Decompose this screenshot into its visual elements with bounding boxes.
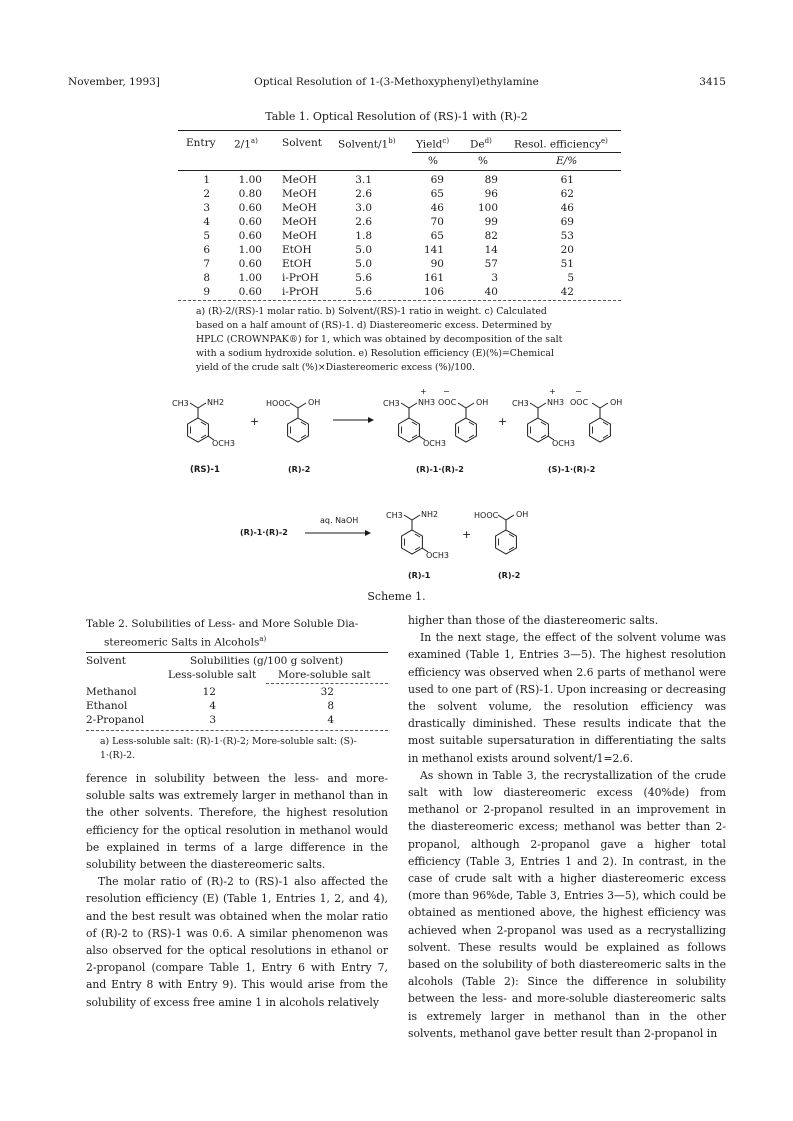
table1-header-yield: Yield$^{c)}$ xyxy=(416,137,450,151)
label-r2: (R)-2 xyxy=(288,465,311,474)
ooc-group: OOC xyxy=(570,398,589,407)
table1-cell-solvent-ratio: 5.6 xyxy=(355,272,372,284)
table1-cell-de: 3 xyxy=(491,272,498,284)
table1-cell-solvent-ratio: 2.6 xyxy=(355,188,372,200)
nh2-group: NH2 xyxy=(207,398,225,407)
table1-cell-entry: 1 xyxy=(203,174,210,186)
running-title: Optical Resolution of 1-(3-Methoxyphenyl)ethylamine xyxy=(254,76,539,88)
table2-title-line: Table 2. Solubilities of Less- and More Soluble Dia- xyxy=(86,618,359,630)
acid-structure-r2-product xyxy=(474,510,528,554)
table1-header-solvent: Solvent xyxy=(282,137,323,149)
nh2-group: NH2 xyxy=(421,510,439,519)
label-rr-salt: (R)-1·(R)-2 xyxy=(416,465,464,474)
table2-cell-more: 8 xyxy=(327,700,334,712)
table1-cell-efficiency: 51 xyxy=(560,258,574,270)
table1-cell-efficiency: 62 xyxy=(560,188,574,200)
hooc-group: HOOC xyxy=(474,511,499,520)
table1-header-solvent-ratio: Solvent/1$^{b)}$ xyxy=(338,137,396,151)
table1-cell-de: 96 xyxy=(484,188,498,200)
table2-cell-more: 32 xyxy=(320,686,334,698)
table1-cell-ratio: 0.60 xyxy=(238,202,262,214)
table2-subheader-rule xyxy=(266,683,388,684)
table2-cell-less: 12 xyxy=(202,686,216,698)
table1-cell-yield: 106 xyxy=(423,286,444,298)
table1-cell-yield: 65 xyxy=(430,188,444,200)
scheme-caption: Scheme 1. xyxy=(367,590,426,603)
table1-cell-ratio: 0.60 xyxy=(238,286,262,298)
table1-cell-yield: 161 xyxy=(423,272,444,284)
ch3-group: CH3 xyxy=(512,399,529,408)
table1-footnote-line: yield of the crude salt (%)×Diastereomeric excess (%)/100. xyxy=(196,362,475,373)
table2-header-more: More-soluble salt xyxy=(278,669,371,681)
table2-header-solvent: Solvent xyxy=(86,655,127,667)
table1-cell-solvent: MeOH xyxy=(282,216,317,228)
och3-group: OCH3 xyxy=(552,439,575,448)
table1-cell-entry: 5 xyxy=(203,230,210,242)
table1-cell-solvent-ratio: 5.0 xyxy=(355,244,372,256)
body-paragraph: In the next stage, the effect of the solvent volume was examined (Table 1, Entries 3—5). The highest resolution efficiency was observed when 2.6 parts of methanol were used to one part of (RS)-1. Upon increasing or decreasing the solvent volume, the resolution efficiency was drastically diminished. These results indicate that the most suitable supersaturation in differentiating the salts in methanol exists around solvent/1=2.6. xyxy=(408,631,726,765)
nh3-group: NH3 xyxy=(418,398,436,407)
table1-cell-solvent: MeOH xyxy=(282,230,317,242)
och3-group: OCH3 xyxy=(212,439,235,448)
table1-cell-yield: 141 xyxy=(423,244,444,256)
table1-cell-solvent: MeOH xyxy=(282,202,317,214)
charge-plus: + xyxy=(549,387,556,396)
table1-cell-yield: 70 xyxy=(430,216,444,228)
table1-cell-solvent-ratio: 3.0 xyxy=(355,202,372,214)
body-right-column xyxy=(408,612,726,1042)
table1-header-entry: Entry xyxy=(186,137,216,149)
charge-plus: + xyxy=(420,387,427,396)
table1-cell-de: 89 xyxy=(484,174,498,186)
table1-cell-entry: 7 xyxy=(203,258,210,270)
table1-header-de: De$^{d)}$ xyxy=(470,137,492,151)
table1-unit-efficiency: E/% xyxy=(556,155,578,167)
label-r1: (R)-1 xyxy=(408,571,431,580)
table1-unit-yield: % xyxy=(428,155,438,167)
table1-cell-ratio: 0.60 xyxy=(238,230,262,242)
oh-group: OH xyxy=(476,398,489,407)
charge-minus: − xyxy=(575,387,582,396)
table1-footnote-line: with a sodium hydroxide solution. e) Resolution efficiency (E)(%)=Chemical xyxy=(196,348,554,359)
table2-cell-less: 3 xyxy=(209,714,216,726)
table1-cell-ratio: 1.00 xyxy=(238,272,262,284)
table1-cell-solvent-ratio: 1.8 xyxy=(355,230,372,242)
table2-cell-solvent: Ethanol xyxy=(86,700,128,712)
table1-cell-efficiency: 53 xyxy=(560,230,574,242)
table1-cell-ratio: 0.60 xyxy=(238,258,262,270)
salt-structure-rr xyxy=(383,387,488,448)
table1-cell-de: 14 xyxy=(484,244,498,256)
table1-footnote-line: HPLC (CROWNPAK®) for 1, which was obtained by decomposition of the salt xyxy=(196,334,563,345)
body-paragraph: ference in solubility between the less- and more-soluble salts was extremely larger in methanol than in the other solvents. Therefore, the highest resolution efficiency for the optical resolution in methanol would be explained in terms of a large difference in the solubility between the diastereomeric salts. xyxy=(86,772,388,872)
salt-structure-sr xyxy=(512,387,622,448)
reagent-label: aq. NaOH xyxy=(320,516,359,525)
table1-footnote-line: based on a half amount of (RS)-1. d) Diastereomeric excess. Determined by xyxy=(196,320,552,331)
table1-cell-entry: 8 xyxy=(203,272,210,284)
table1-title: Table 1. Optical Resolution of (RS)-1 with (R)-2 xyxy=(265,110,528,123)
och3-group: OCH3 xyxy=(423,439,446,448)
table1-cell-entry: 2 xyxy=(203,188,210,200)
table1-cell-solvent-ratio: 5.0 xyxy=(355,258,372,270)
table1-cell-de: 100 xyxy=(477,202,498,214)
plus-sign: + xyxy=(250,415,260,428)
table1-cell-efficiency: 5 xyxy=(567,272,574,284)
table1-cell-yield: 69 xyxy=(430,174,444,186)
ooc-group: OOC xyxy=(438,398,457,407)
table2-header-less: Less-soluble salt xyxy=(168,669,257,681)
table2-cell-solvent: 2-Propanol xyxy=(86,714,145,726)
table1-cell-ratio: 0.60 xyxy=(238,216,262,228)
table1-cell-yield: 46 xyxy=(430,202,444,214)
table1-cell-de: 57 xyxy=(484,258,498,270)
table2-title-line: stereomeric Salts in Alcohols$^{a)}$ xyxy=(104,635,267,649)
table1-cell-solvent: MeOH xyxy=(282,174,317,186)
ch3-group: CH3 xyxy=(383,399,400,408)
table1-cell-efficiency: 42 xyxy=(560,286,574,298)
ch3-group: CH3 xyxy=(386,511,403,520)
table1-header-rule xyxy=(178,170,621,171)
table1-cell-efficiency: 69 xyxy=(560,216,574,228)
oh-group: OH xyxy=(516,510,529,519)
table1-header-ratio: 2/1$^{a)}$ xyxy=(234,137,258,151)
header-date: November, 1993] xyxy=(68,76,160,88)
table1-cell-de: 82 xyxy=(484,230,498,242)
table1-cell-efficiency: 61 xyxy=(560,174,574,186)
table1-cell-entry: 9 xyxy=(203,286,210,298)
oh-group: OH xyxy=(610,398,623,407)
table2-cell-more: 4 xyxy=(327,714,334,726)
table1-cell-ratio: 1.00 xyxy=(238,244,262,256)
body-left-column xyxy=(86,770,388,1011)
amine-structure-rs1 xyxy=(172,398,235,448)
table1-cell-yield: 90 xyxy=(430,258,444,270)
table2-cell-solvent: Methanol xyxy=(86,686,137,698)
label-rr-salt-start: (R)-1·(R)-2 xyxy=(240,528,288,537)
body-paragraph: The molar ratio of (R)-2 to (RS)-1 also affected the resolution efficiency (E) (Table 1, Entries 1, 2, and 4), and the best result was obtained when the molar ratio of (R)-2 to (RS)-1 was 0.6. A similar phenomenon was also observed for the optical resolutions in ethanol or 2-propanol (compare Table 1, Entry 6 with Entry 7, and Entry 8 with Entry 9). This would arise from the solubility of excess free amine 1 in alcohols relatively xyxy=(86,875,388,1009)
table1-cell-de: 40 xyxy=(484,286,498,298)
label-sr-salt: (S)-1·(R)-2 xyxy=(548,465,596,474)
table1-cell-entry: 3 xyxy=(203,202,210,214)
table1-cell-efficiency: 20 xyxy=(560,244,574,256)
table2-bottom-rule xyxy=(86,730,388,731)
table1-cell-entry: 4 xyxy=(203,216,210,228)
table1-cell-ratio: 1.00 xyxy=(238,174,262,186)
table1-cell-solvent-ratio: 2.6 xyxy=(355,216,372,228)
table1-cell-solvent-ratio: 3.1 xyxy=(355,174,372,186)
table1-cell-ratio: 0.80 xyxy=(238,188,262,200)
table2-footnote xyxy=(100,735,390,763)
label-r2-product: (R)-2 xyxy=(498,571,521,580)
charge-minus: − xyxy=(443,387,450,396)
table1-cell-solvent: EtOH xyxy=(282,244,312,256)
och3-group: OCH3 xyxy=(426,551,449,560)
acid-structure-r2 xyxy=(266,398,320,442)
table1-cell-de: 99 xyxy=(484,216,498,228)
ch3-group: CH3 xyxy=(172,399,189,408)
table1-cell-efficiency: 46 xyxy=(560,202,574,214)
table1-top-rule xyxy=(178,130,621,131)
label-rs1: (RS)-1 xyxy=(190,465,220,475)
table1-cell-entry: 6 xyxy=(203,244,210,256)
table1-cell-yield: 65 xyxy=(430,230,444,242)
table1-unit-de: % xyxy=(478,155,488,167)
table1-footnotes xyxy=(196,305,616,375)
table1-bottom-rule xyxy=(178,300,621,301)
table1-cell-solvent: EtOH xyxy=(282,258,312,270)
table1-cell-solvent: i-PrOH xyxy=(282,272,319,284)
table1-header-efficiency: Resol. efficiency$^{e)}$ xyxy=(514,137,608,151)
amine-structure-r1 xyxy=(386,510,449,560)
table1-cell-solvent: MeOH xyxy=(282,188,317,200)
body-paragraph: As shown in Table 3, the recrystallization of the crude salt with low diastereomeric excess (40%de) from methanol or 2-propanol resulted in an improvement in the diastereomeric excess; methanol was better than 2-propanol, although 2-propanol gave a higher total efficiency (Table 3, Entries 1 and 2). In contrast, in the case of crude salt with a higher diastereomeric excess (more than 96%de, Table 3, Entries 3—5), which could be obtained as mentioned above, the highest efficiency was achieved when 2-propanol was used as a recrystallizing solvent. These results would be explained as follows based on the solubility of both diastereomeric salts in the alcohols (Table 2): Since the difference in solubility between the less- and more-soluble diastereomeric salts is extremely larger in methanol than in the other solvents, methanol gave better result than 2-propanol in xyxy=(408,768,726,1040)
page-number: 3415 xyxy=(699,76,726,88)
table2-title xyxy=(86,617,396,651)
table2-cell-less: 4 xyxy=(209,700,216,712)
hooc-group: HOOC xyxy=(266,399,291,408)
table1-footnote-line: a) (R)-2/(RS)-1 molar ratio. b) Solvent/(RS)-1 ratio in weight. c) Calculated xyxy=(196,306,547,317)
plus-sign: + xyxy=(462,528,472,541)
table1-subheader-rule xyxy=(412,152,621,153)
table1-cell-solvent: i-PrOH xyxy=(282,286,319,298)
table2-footnote-line: 1·(R)-2. xyxy=(100,750,136,761)
table2-footnote-line: a) Less-soluble salt: (R)-1·(R)-2; More-soluble salt: (S)- xyxy=(100,736,357,747)
oh-group: OH xyxy=(308,398,321,407)
body-paragraph: higher than those of the diastereomeric salts. xyxy=(408,614,659,627)
plus-sign: + xyxy=(498,415,508,428)
table1-cell-solvent-ratio: 5.6 xyxy=(355,286,372,298)
table2-top-rule xyxy=(86,652,388,653)
nh3-group: NH3 xyxy=(547,398,565,407)
table2-header-group: Solubilities (g/100 g solvent) xyxy=(190,655,344,667)
